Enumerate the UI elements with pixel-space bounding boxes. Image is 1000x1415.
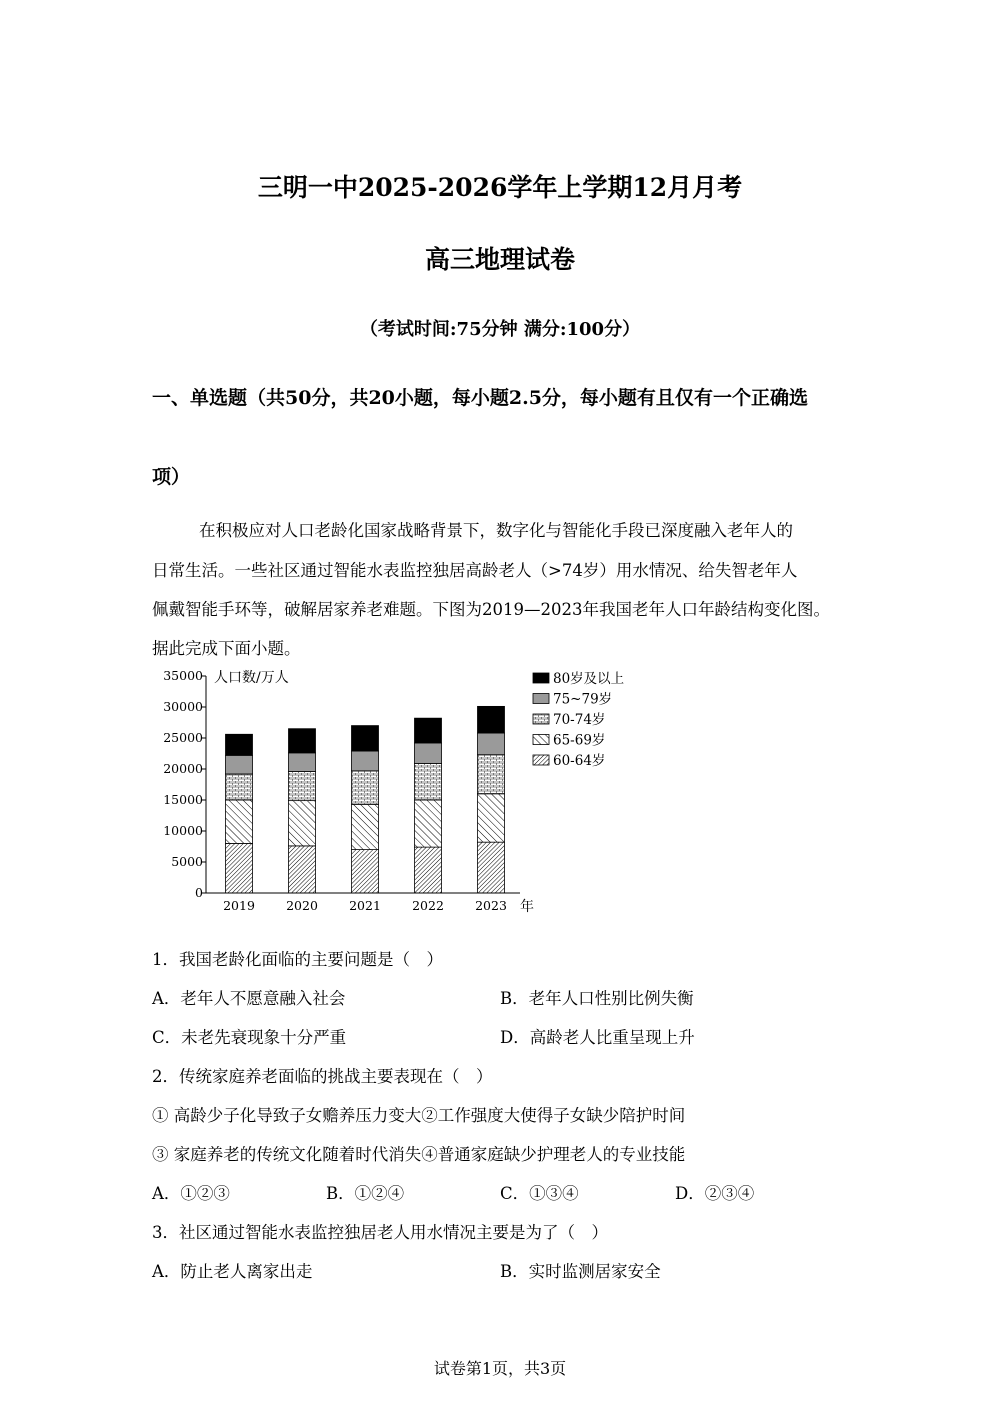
passage-line1: 在积极应对人口老龄化国家战略背景下，数字化与智能化手段已深度融入老年人的 xyxy=(199,521,793,540)
legend-label: 60-64岁 xyxy=(553,753,606,769)
exam-info: （考试时间:75分钟 满分:100分） xyxy=(359,319,641,340)
bar-segment xyxy=(415,743,442,763)
y-tick-label: 10000 xyxy=(163,823,203,838)
y-axis xyxy=(163,668,206,900)
q2-option-d: D．②③④ xyxy=(675,1184,755,1203)
bar-segment xyxy=(415,718,442,743)
q3-stem: 3．社区通过智能水表监控独居老人用水情况主要是为了（ ） xyxy=(152,1223,608,1242)
x-tick-label: 2023 xyxy=(475,898,507,913)
y-tick-label: 0 xyxy=(195,885,203,900)
passage-line4: 据此完成下面小题。 xyxy=(152,639,301,658)
y-tick-label: 30000 xyxy=(163,699,203,714)
bar-segment xyxy=(289,753,316,772)
bar-segment xyxy=(352,804,379,849)
bar-segment xyxy=(226,843,253,893)
q1-option-b: B．老年人口性别比例失衡 xyxy=(500,989,694,1008)
legend-swatch xyxy=(533,735,549,745)
y-tick-label: 35000 xyxy=(163,668,203,683)
section-heading-line1: 一、单选题（共50分，共20小题，每小题2.5分，每小题有且仅有一个正确选 xyxy=(152,387,808,409)
bar-segment xyxy=(289,771,316,800)
bar-segment xyxy=(352,751,379,771)
x-axis-label: 年 xyxy=(520,899,534,915)
q1-option-c: C．未老先衰现象十分严重 xyxy=(152,1028,347,1047)
bar-segment xyxy=(352,850,379,893)
q2-option-b: B．①②④ xyxy=(326,1184,405,1203)
x-tick-label: 2022 xyxy=(412,898,444,913)
bar-segment xyxy=(352,771,379,804)
passage-line2: 日常生活。一些社区通过智能水表监控独居高龄老人（>74岁）用水情况、给失智老年人 xyxy=(152,561,798,580)
passage-line3: 佩戴智能手环等，破解居家养老难题。下图为2019—2023年我国老年人口年龄结构变化图。 xyxy=(152,600,830,619)
legend-label: 70-74岁 xyxy=(553,712,606,728)
bar-segment xyxy=(352,726,379,751)
y-tick-label: 15000 xyxy=(163,792,203,807)
y-tick-label: 5000 xyxy=(171,854,203,869)
legend-swatch xyxy=(533,755,549,765)
bar-segment xyxy=(478,755,505,794)
bar-segment xyxy=(478,706,505,733)
legend-label: 65-69岁 xyxy=(553,732,606,749)
bar-segment xyxy=(478,794,505,842)
bar-segment xyxy=(226,755,253,774)
q2-option-a: A．①②③ xyxy=(152,1184,230,1203)
q1-option-a: A．老年人不愿意融入社会 xyxy=(152,989,346,1008)
legend-swatch xyxy=(533,714,549,724)
x-tick-label: 2020 xyxy=(286,898,318,913)
bar-segment xyxy=(226,774,253,800)
q3-option-a: A．防止老人离家出走 xyxy=(152,1262,313,1281)
x-tick-label: 2019 xyxy=(223,898,255,913)
x-axis xyxy=(206,893,520,913)
bar-segment xyxy=(478,733,505,755)
bar-segment xyxy=(415,800,442,847)
q2-statement-2: ③ 家庭养老的传统文化随着时代消失④普通家庭缺少护理老人的专业技能 xyxy=(152,1145,686,1164)
legend xyxy=(533,670,624,769)
q3-option-b: B．实时监测居家安全 xyxy=(500,1262,661,1281)
x-tick-label: 2021 xyxy=(349,898,381,913)
bar-segment xyxy=(415,847,442,893)
q2-statement-1: ① 高龄少子化导致子女赡养压力变大②工作强度大使得子女缺少陪护时间 xyxy=(152,1106,686,1125)
q1-option-d: D．高龄老人比重呈现上升 xyxy=(500,1028,695,1047)
q1-stem: 1．我国老龄化面临的主要问题是（ ） xyxy=(152,950,443,969)
exam-title: 三明一中2025-2026学年上学期12月月考 xyxy=(257,173,743,202)
legend-swatch xyxy=(533,673,549,683)
bar-segment xyxy=(226,734,253,755)
age-structure-chart xyxy=(150,665,650,920)
bar-segment xyxy=(478,842,505,893)
bar-segment xyxy=(289,801,316,846)
legend-label: 75~79岁 xyxy=(553,691,613,708)
y-tick-label: 25000 xyxy=(163,730,203,745)
q2-stem: 2．传统家庭养老面临的挑战主要表现在（ ） xyxy=(152,1067,493,1086)
bar-segment xyxy=(289,729,316,753)
legend-label: 80岁及以上 xyxy=(553,671,625,687)
bars xyxy=(226,706,505,893)
y-axis-label: 人口数/万人 xyxy=(214,670,289,686)
bar-segment xyxy=(289,846,316,893)
page-footer: 试卷第1页，共3页 xyxy=(433,1359,567,1378)
section-heading-line2: 项） xyxy=(152,466,191,488)
bar-segment xyxy=(415,763,442,800)
bar-segment xyxy=(226,800,253,843)
exam-subtitle: 高三地理试卷 xyxy=(424,245,575,274)
y-tick-label: 20000 xyxy=(163,761,203,776)
legend-swatch xyxy=(533,694,549,704)
q2-option-c: C．①③④ xyxy=(500,1184,579,1203)
